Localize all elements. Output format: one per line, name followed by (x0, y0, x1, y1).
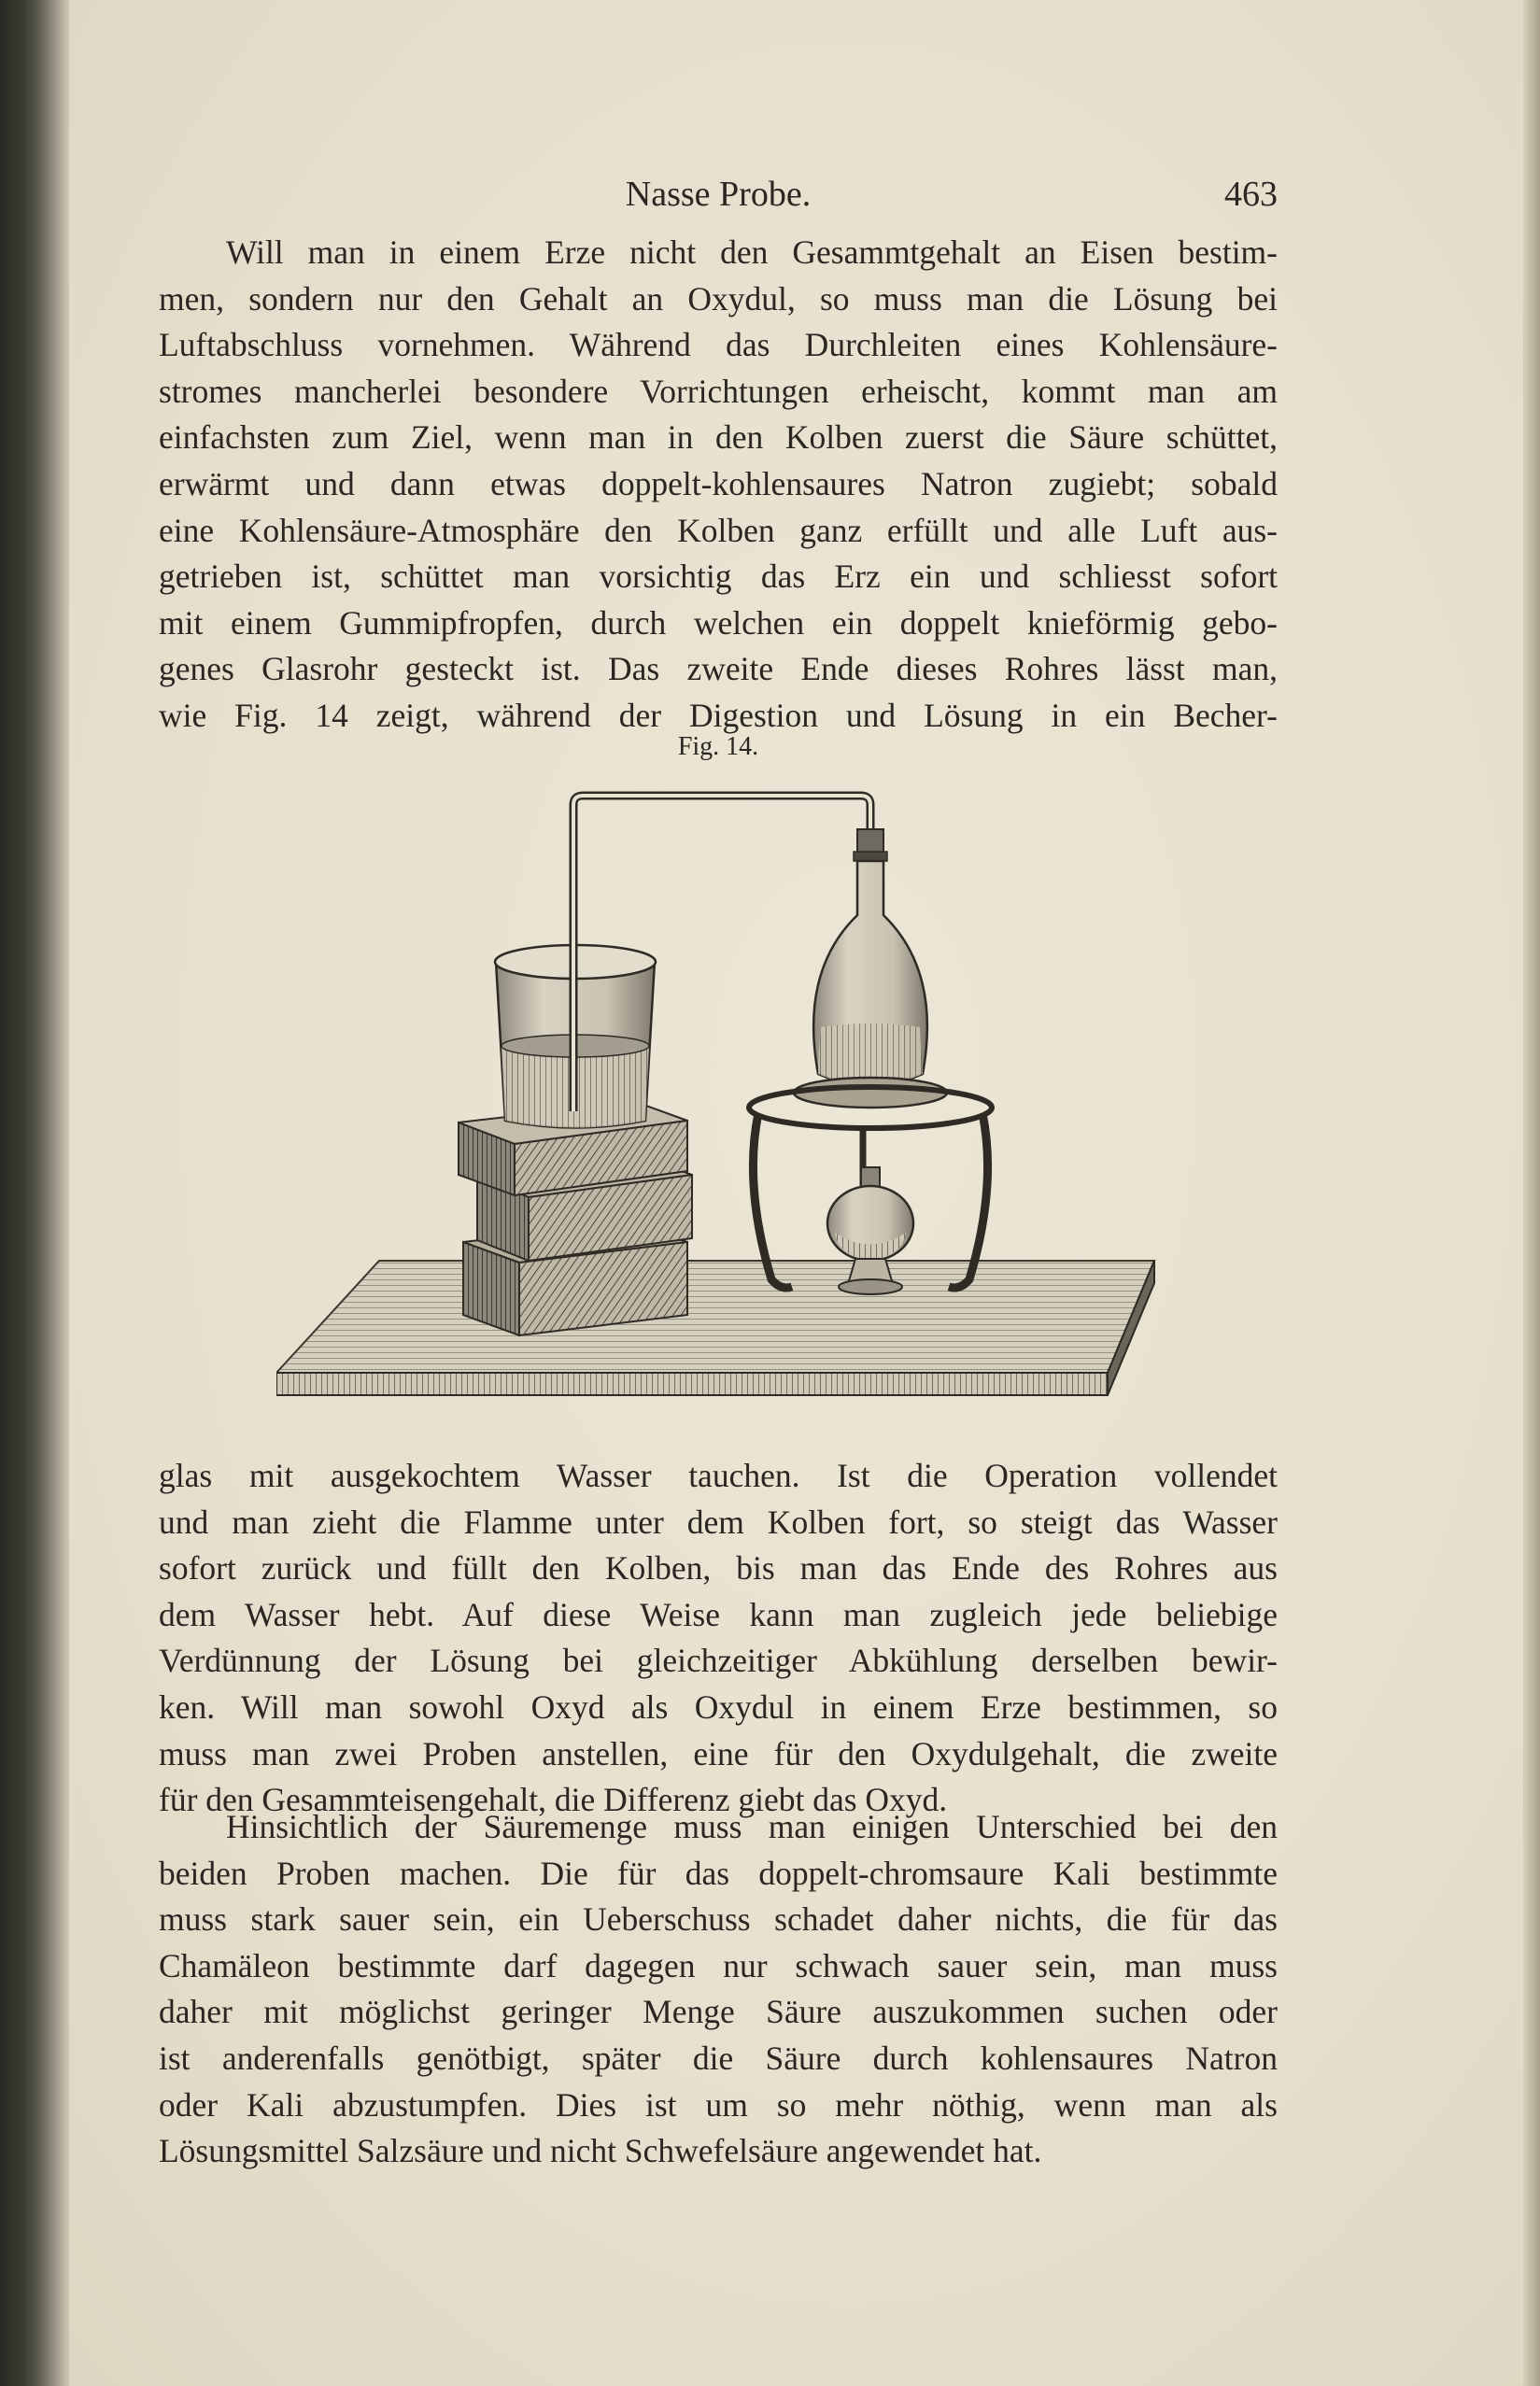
text-line: mit einem Gummipfropfen, durch welchen ein doppelt knieförmig gebo- (159, 603, 1278, 642)
brick-stack (459, 1102, 692, 1335)
wooden-base-board (276, 1261, 1154, 1395)
text-line: men, sondern nur den Gehalt an Oxydul, so muss man die Lösung bei (159, 279, 1278, 318)
paragraph-3 (159, 1804, 1278, 2175)
text-line: Verdünnung der Lösung bei gleichzeitiger Abkühlung derselben bewir- (159, 1642, 1278, 1680)
page-right-edge (1523, 0, 1540, 2386)
figure-caption: Fig. 14. (677, 732, 759, 761)
paragraph-2 (159, 1453, 1278, 1824)
text-line: ist anderenfalls genötbigt, später die Säure durch kohlensaures Natron (159, 2039, 1278, 2077)
text-line: beiden Proben machen. Die für das doppelt-chromsaure Kali bestimmte (159, 1854, 1278, 1892)
flask-with-stopper (813, 829, 927, 1086)
paragraph-1 (159, 230, 1278, 740)
text-line: genes Glasrohr gesteckt ist. Das zweite Ende dieses Rohres lässt man, (159, 650, 1278, 688)
running-head (159, 174, 1278, 220)
text-line: muss stark sauer sein, ein Ueberschuss schadet daher nichts, die für das (159, 1900, 1278, 1939)
text-line: und man zieht die Flamme unter dem Kolben fort, so steigt das Wasser (159, 1503, 1278, 1541)
book-binding-edge (0, 0, 69, 2386)
text-line: eine Kohlensäure-Atmosphäre den Kolben ganz erfüllt und alle Luft aus- (159, 511, 1278, 549)
running-title: Nasse Probe. (625, 175, 812, 214)
text-line: sofort zurück und füllt den Kolben, bis man das Ende des Rohres aus (159, 1549, 1278, 1588)
text-line: oder Kali abzustumpfen. Dies ist um so mehr nöthig, wenn man als (159, 2085, 1278, 2124)
text-line: Will man in einem Erze nicht den Gesammtgehalt an Eisen bestim- (226, 233, 1278, 271)
text-line: Lösungsmittel Salzsäure und nicht Schwefelsäure angewendet hat. (159, 2132, 1042, 2170)
text-line: einfachsten zum Ziel, wenn man in den Kolben zuerst die Säure schüttet, (159, 418, 1278, 457)
text-line: wie Fig. 14 zeigt, während der Digestion und Lösung in ein Becher- (159, 696, 1278, 734)
text-line: erwärmt und dann etwas doppelt-kohlensaures Natron zugiebt; sobald (159, 464, 1278, 502)
text-line: Luftabschluss vornehmen. Während das Durchleiten eines Kohlensäure- (159, 326, 1278, 364)
page-number: 463 (1224, 175, 1278, 214)
figure-apparatus-illustration (276, 775, 1164, 1410)
text-line: Hinsichtlich der Säuremenge muss man einigen Unterschied bei den (226, 1808, 1278, 1845)
text-line: glas mit ausgekochtem Wasser tauchen. Ist die Operation vollendet (159, 1457, 1278, 1494)
text-line: muss man zwei Proben anstellen, eine für den Oxydulgehalt, die zweite (159, 1734, 1278, 1772)
text-line: daher mit möglichst geringer Menge Säure auszukommen suchen oder (159, 1993, 1278, 2031)
text-line: stromes mancherlei besondere Vorrichtungen erheischt, kommt man am (159, 372, 1278, 410)
text-line: für den Gesammteisengehalt, die Differenz giebt das Oxyd. (159, 1781, 948, 1819)
text-line: getrieben ist, schüttet man vorsichtig das Erz ein und schliesst sofort (159, 558, 1278, 596)
text-line: Chamäleon bestimmte darf dagegen nur schwach sauer sein, man muss (159, 1946, 1278, 1984)
text-line: ken. Will man sowohl Oxyd als Oxydul in einem Erze bestimmen, so (159, 1687, 1278, 1726)
text-line: dem Wasser hebt. Auf diese Weise kann man zugleich jede beliebige (159, 1595, 1278, 1633)
